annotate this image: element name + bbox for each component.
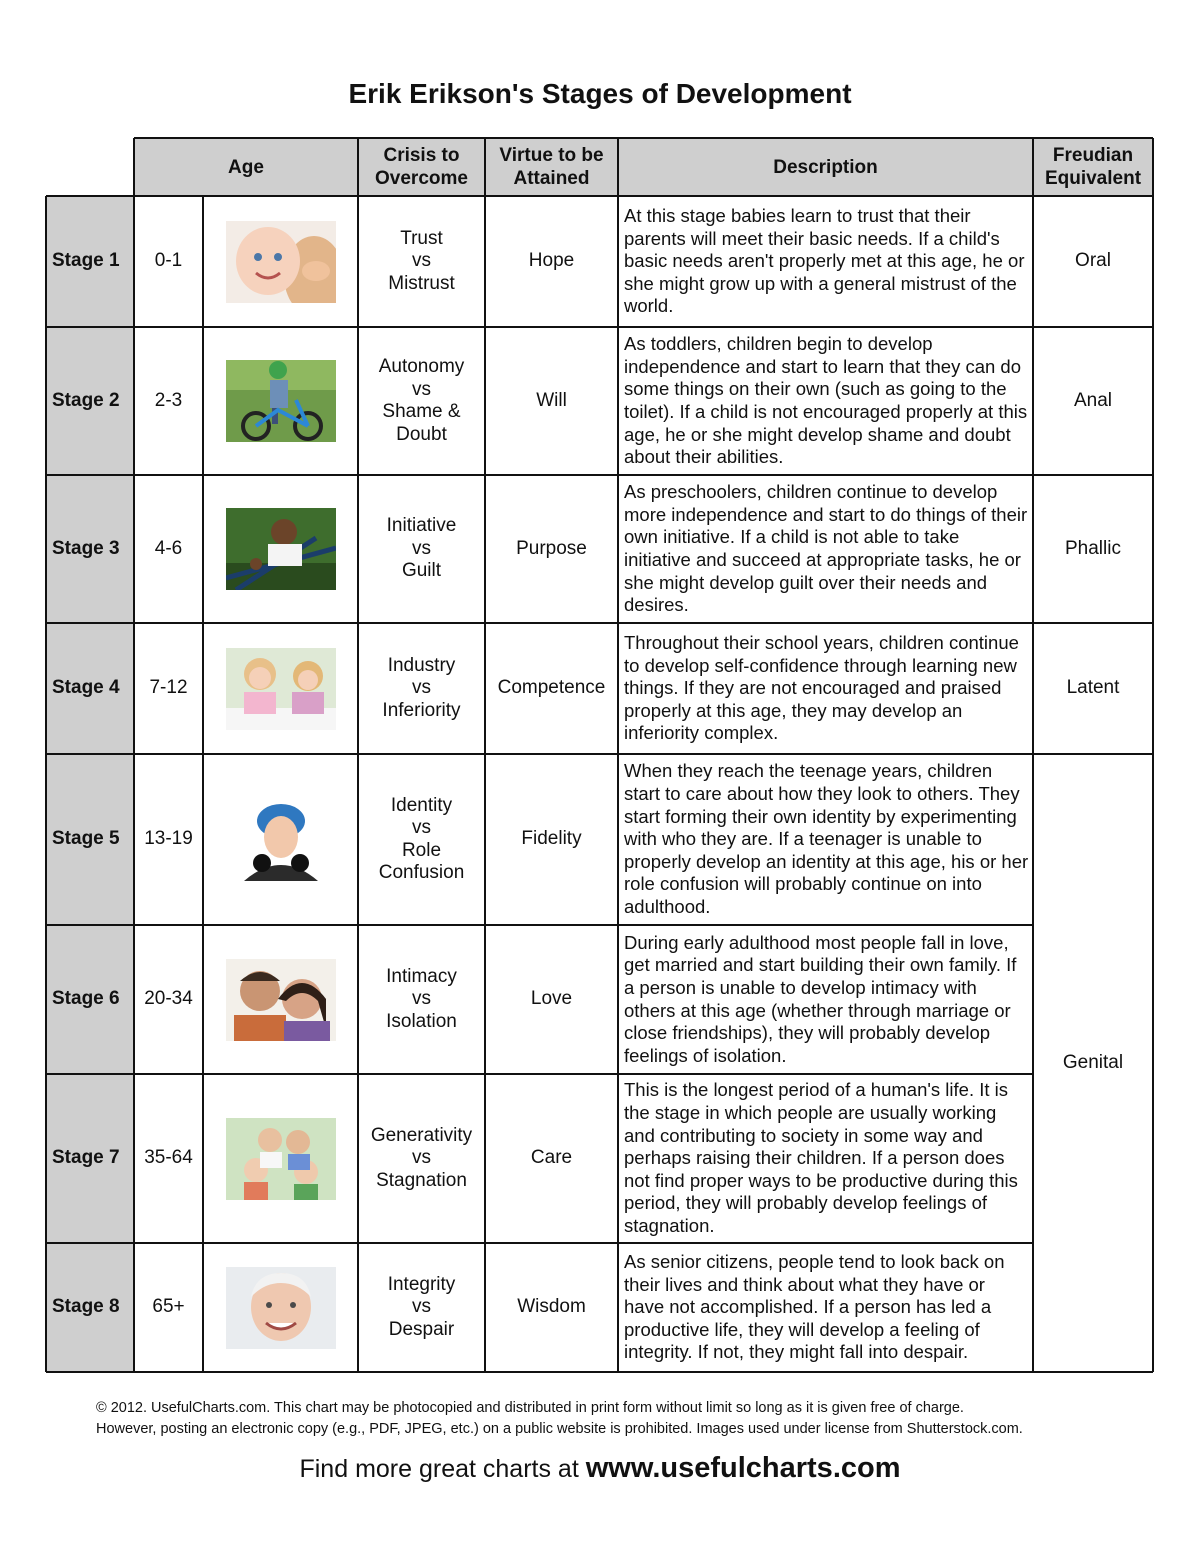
couple-photo [203, 925, 358, 1074]
crisis-line: vs [411, 378, 431, 400]
crisis-line: Industry [387, 654, 456, 676]
age-range: 0-1 [154, 250, 183, 272]
crisis-line: vs [411, 537, 431, 559]
description-cell: When they reach the teenage years, children start to care about how they look to others. They start forming their own identity by experimenting with who they are. If a teenager is unable to properly develop an identity at this age, his or her role confusion will probably continue on into adulthood. [624, 760, 1029, 917]
stage-label: Stage 4 [46, 623, 134, 754]
grid-line [484, 138, 486, 196]
header-label: Overcome [375, 168, 468, 189]
age-range: 20-34 [144, 988, 193, 1010]
crisis-line: Intimacy [386, 965, 457, 987]
age-range: 7-12 [149, 677, 188, 699]
header-age [134, 138, 358, 196]
grid-line [1032, 196, 1034, 1372]
baby-photo [203, 196, 358, 327]
grid-line [46, 474, 1153, 476]
virtue-cell: Wisdom [517, 1296, 586, 1318]
description-cell: During early adulthood most people fall in love, get married and start building their own family. If a person is unable to develop intimacy with others at this age (whether through marriage or close friendships), they will probably develop feelings of isolation. [624, 931, 1017, 1066]
crisis-line: Initiative [386, 515, 457, 537]
page-title: Erik Erikson's Stages of Development [348, 78, 852, 109]
license-notice: However, posting an electronic copy (e.g., PDF, JPEG, etc.) on a public website is prohibited. Images used under license from Shutterstock.com. [96, 1421, 1023, 1437]
cta-url[interactable]: www.usefulcharts.com [585, 1452, 901, 1484]
crisis-cell [358, 754, 485, 925]
virtue-cell: Will [536, 389, 567, 411]
grid-line [46, 924, 1033, 926]
age-range: 4-6 [154, 537, 183, 559]
preschooler-climbing-photo [203, 475, 358, 623]
stage-label: Stage 7 [46, 1074, 134, 1243]
header-description [618, 138, 1033, 196]
header-label: Virtue to be [499, 145, 604, 166]
grid-line [46, 326, 1153, 328]
crisis-line: Mistrust [388, 272, 455, 294]
crisis-line: vs [412, 988, 431, 1010]
age-range: 35-64 [144, 1147, 193, 1169]
grid-line [357, 138, 359, 196]
grid-line [134, 137, 1153, 139]
age-range: 13-19 [144, 828, 193, 850]
crisis-line: Confusion [378, 862, 465, 883]
grid-line [133, 196, 135, 1372]
crisis-cell [358, 196, 485, 327]
header-virtue [485, 138, 618, 196]
schoolgirls-photo [203, 623, 358, 754]
stage-label: Stage 2 [46, 327, 134, 475]
crisis-line: Inferiority [382, 699, 461, 721]
description-cell: This is the longest period of a human's life. It is the stage in which people are usually working and contributing to society in some way and perhaps raising their children. If a person does not find proper ways to be productive during this period, they will probably develop feelings of stagnation. [624, 1079, 1018, 1236]
crisis-line: Generativity [370, 1124, 473, 1146]
age-range: 65+ [152, 1296, 185, 1318]
crisis-line: Autonomy [378, 356, 465, 377]
crisis-line: vs [412, 1147, 431, 1169]
description-cell: As toddlers, children begin to develop independence and start to learn that they can do some things on their own (such as going to the toilet). If a child is not encouraged properly at this age, he or she might develop shame and doubt about their abilities. [624, 333, 1028, 468]
senior-man-photo [203, 1243, 358, 1372]
grid-line [46, 1073, 1033, 1075]
grid-line [617, 196, 619, 1372]
grid-line [357, 196, 359, 1372]
crisis-line: Guilt [401, 560, 442, 582]
crisis-cell [358, 475, 485, 623]
grid-line [1032, 138, 1034, 196]
header-freudian [1033, 138, 1153, 196]
virtue-cell: Hope [528, 250, 575, 272]
cta-prefix: Find more great charts at [299, 1455, 586, 1483]
crisis-line: Trust [400, 227, 443, 249]
virtue-cell: Love [530, 988, 573, 1010]
grid-line [45, 196, 47, 1372]
stage-label: Stage 8 [46, 1243, 134, 1372]
virtue-cell: Care [530, 1147, 573, 1169]
age-range: 2-3 [154, 389, 183, 411]
header-label: Age [228, 156, 264, 178]
grid-line [46, 1371, 1153, 1373]
freudian-cell: Genital [1062, 1051, 1124, 1073]
description-cell: As preschoolers, children continue to develop more independence and start to do things of their own initiative. If a child is not able to take initiative and succeed at appropriate tasks, he or she might develop guilt over their needs and desires. [624, 481, 1028, 616]
more-charts-link[interactable] [0, 1452, 1200, 1485]
grid-line [46, 753, 1153, 755]
crisis-line: Identity [390, 794, 453, 816]
crisis-line: Isolation [386, 1010, 457, 1032]
freudian-cell: Oral [1075, 250, 1111, 272]
toddler-bike-photo [203, 327, 358, 475]
header-label: Crisis to [383, 145, 460, 166]
crisis-line: Stagnation [376, 1169, 467, 1191]
grid-line [1152, 138, 1154, 196]
grid-line [202, 196, 204, 1372]
copyright-notice: © 2012. UsefulCharts.com. This chart may be photocopied and distributed in print form without limit so long as it is given free of charge. [96, 1400, 964, 1416]
virtue-cell: Competence [497, 677, 606, 699]
crisis-line: vs [411, 677, 431, 699]
grid-line [46, 195, 1153, 197]
stage-label: Stage 6 [46, 925, 134, 1074]
grid-line [1152, 196, 1154, 1372]
crisis-line: vs [412, 817, 431, 838]
freudian-cell: Latent [1066, 677, 1120, 699]
teenager-photo [203, 754, 358, 925]
crisis-cell [358, 925, 485, 1074]
grid-line [133, 138, 135, 196]
description-cell: Throughout their school years, children continue to develop self-confidence through learning new things. If they are not encouraged and praised properly at this age, they may develop an inferiority complex. [624, 632, 1019, 744]
crisis-line: Despair [388, 1318, 455, 1340]
description-cell: At this stage babies learn to trust that their parents will meet their basic needs. If a child's basic needs aren't properly met at this age, he or she might grow up with a general mistrust of the world. [624, 205, 1025, 317]
stage-label: Stage 5 [46, 754, 134, 925]
header-label: Description [773, 156, 878, 178]
family-photo [203, 1074, 358, 1243]
header-label: Attained [513, 168, 590, 189]
crisis-cell [358, 1243, 485, 1372]
crisis-line: Role [401, 839, 442, 861]
stage-label: Stage 1 [46, 196, 134, 327]
crisis-cell [358, 623, 485, 754]
grid-line [46, 622, 1153, 624]
header-label: Equivalent [1044, 168, 1142, 189]
crisis-line: vs [412, 1296, 431, 1318]
crisis-cell [358, 327, 485, 475]
crisis-line: vs [412, 250, 431, 272]
virtue-cell: Purpose [516, 537, 587, 559]
crisis-line: Doubt [396, 423, 447, 445]
crisis-cell [358, 1074, 485, 1243]
freudian-cell: Phallic [1065, 537, 1121, 559]
crisis-line: Integrity [387, 1273, 456, 1295]
virtue-cell: Fidelity [521, 828, 582, 850]
stage-label: Stage 3 [46, 475, 134, 623]
header-crisis [358, 138, 485, 196]
grid-line [484, 196, 486, 1372]
grid-line [46, 1242, 1033, 1244]
description-cell: As senior citizens, people tend to look back on their lives and think about what they have or have not accomplished. If a person has led a productive life, they will develop a feeling of integrity. If not, they might fall into despair. [624, 1251, 1005, 1363]
freudian-cell: Anal [1073, 389, 1113, 411]
header-label: Freudian [1052, 145, 1134, 166]
crisis-line: Shame & [382, 401, 461, 422]
grid-line [617, 138, 619, 196]
